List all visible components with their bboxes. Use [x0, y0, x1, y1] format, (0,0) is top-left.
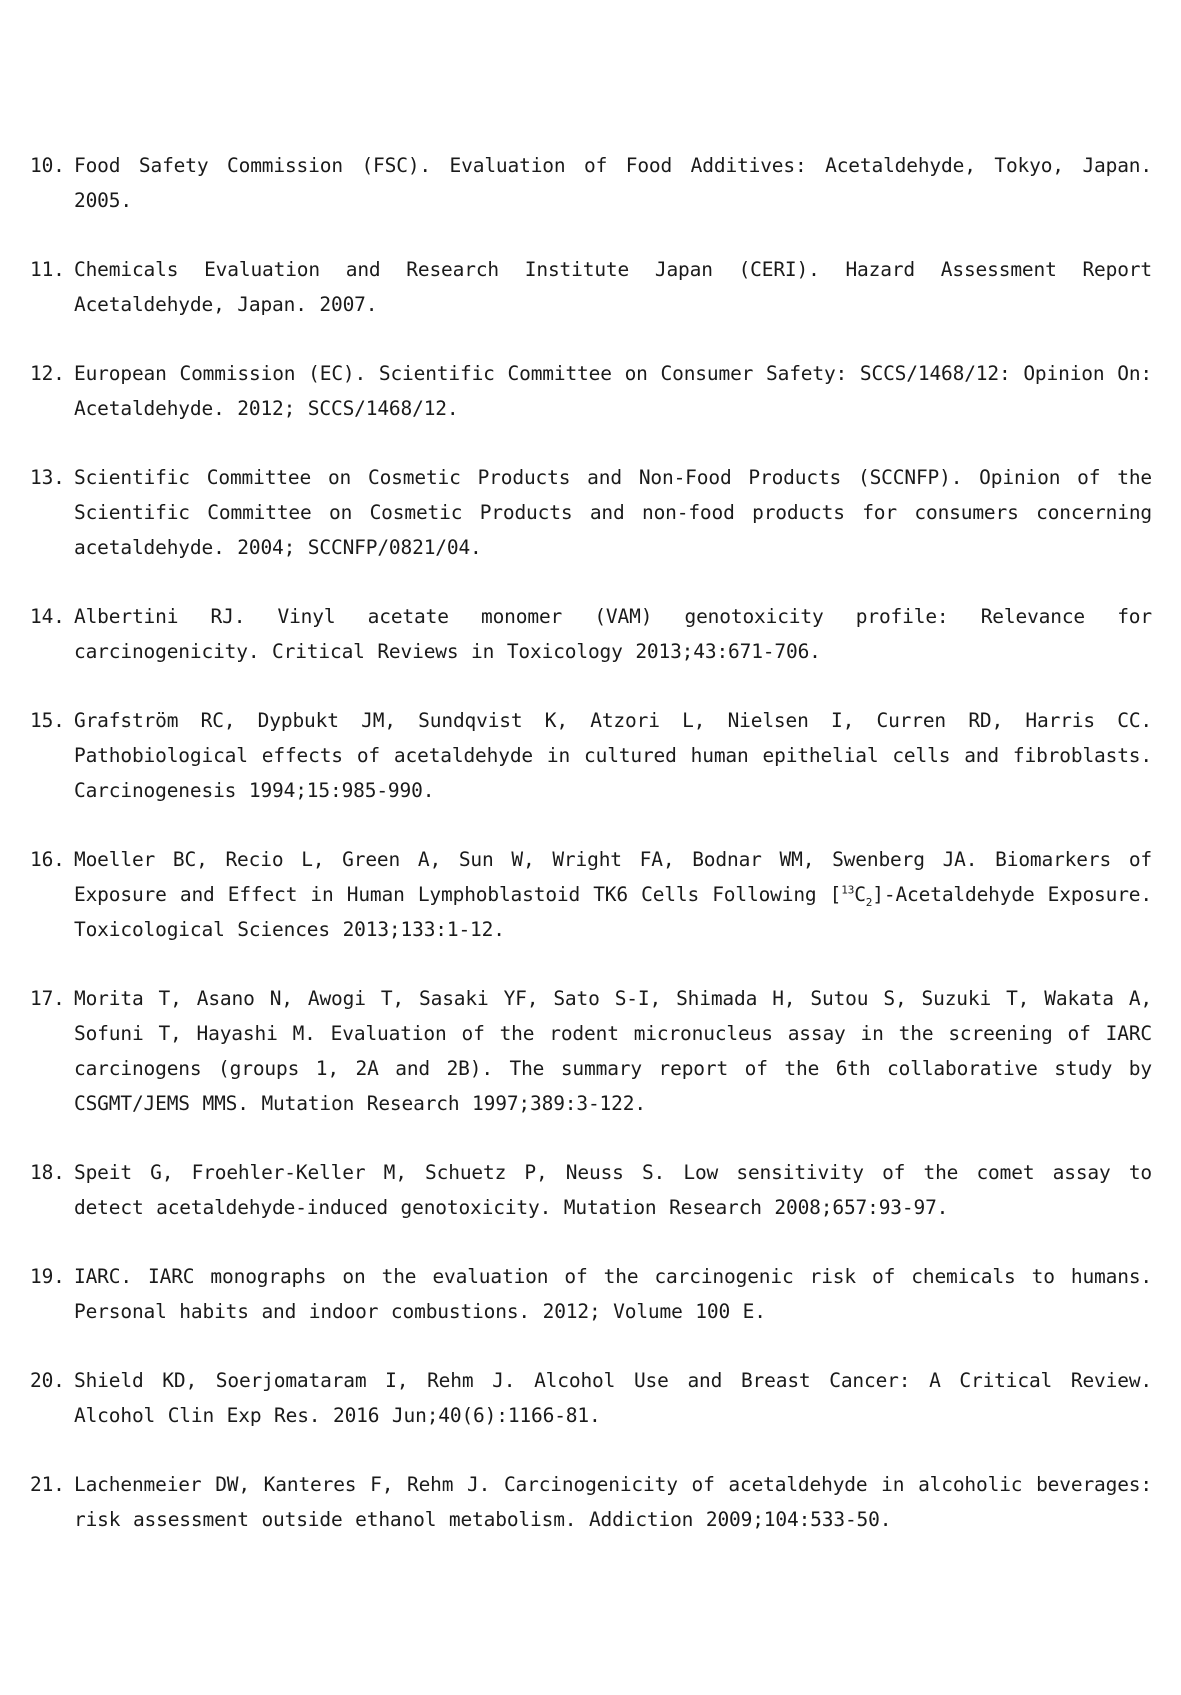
reference-number: 13.: [30, 466, 65, 489]
atom-count-subscript: 2: [865, 895, 873, 909]
reference-text: Chemicals Evaluation and Research Institute Japan (CERI). Hazard Assessment Report Acetaldehyde, Japan. 2007.: [74, 258, 1152, 316]
reference-text: Food Safety Commission (FSC). Evaluation of Food Additives: Acetaldehyde, Tokyo, Japan. 2005.: [74, 154, 1152, 212]
reference-text: Speit G, Froehler-Keller M, Schuetz P, Neuss S. Low sensitivity of the comet assay to detect acetaldehyde-induced genotoxicity. Mutation Research 2008;657:93-97.: [74, 1161, 1152, 1219]
reference-text: Albertini RJ. Vinyl acetate monomer (VAM) genotoxicity profile: Relevance for carcinogenicity. Critical Reviews in Toxicology 2013;43:671-706.: [74, 605, 1152, 663]
reference-item-16: [30, 842, 1152, 947]
reference-number: 11.: [30, 258, 65, 281]
reference-text: Lachenmeier DW, Kanteres F, Rehm J. Carcinogenicity of acetaldehyde in alcoholic beverages: risk assessment outside ethanol metabolism. Addiction 2009;104:533-50.: [74, 1473, 1152, 1531]
reference-text: Grafström RC, Dypbukt JM, Sundqvist K, Atzori L, Nielsen I, Curren RD, Harris CC. Pathobiological effects of acetaldehyde in cultured human epithelial cells and fibroblasts. Carcinogenesis 1994;15:985-990.: [74, 709, 1152, 802]
reference-number: 12.: [30, 362, 65, 385]
isotope-superscript: 13: [841, 883, 855, 897]
reference-item-20: [30, 1363, 1152, 1433]
reference-text-before: Moeller BC, Recio L, Green A, Sun W, Wright FA, Bodnar WM, Swenberg JA. Biomarkers of Exposure and Effect in Human Lymphoblastoid TK6 Cells Following [: [74, 848, 1152, 906]
reference-number: 17.: [30, 987, 65, 1010]
reference-text-after: ]-Acetaldehyde Exposure. Toxicological Sciences 2013;133:1-12.: [74, 883, 1152, 941]
reference-item-18: [30, 1155, 1152, 1225]
reference-item-19: [30, 1259, 1152, 1329]
reference-item-11: [30, 252, 1152, 322]
reference-number: 18.: [30, 1161, 65, 1184]
reference-number: 15.: [30, 709, 65, 732]
reference-number: 20.: [30, 1369, 65, 1392]
reference-item-14: [30, 599, 1152, 669]
reference-text: [74, 842, 1152, 947]
reference-text: Scientific Committee on Cosmetic Products and Non-Food Products (SCCNFP). Opinion of the Scientific Committee on Cosmetic Products and non-food products for consumers concerning acetaldehyde. 2004; SCCNFP/0821/04.: [74, 466, 1152, 559]
reference-item-15: [30, 703, 1152, 808]
reference-list: [30, 148, 1152, 1571]
reference-item-17: [30, 981, 1152, 1121]
reference-number: 16.: [30, 848, 65, 871]
reference-item-21: [30, 1467, 1152, 1537]
reference-number: 10.: [30, 154, 65, 177]
reference-number: 14.: [30, 605, 65, 628]
element-symbol: C: [854, 883, 866, 906]
reference-number: 21.: [30, 1473, 65, 1496]
reference-text: Morita T, Asano N, Awogi T, Sasaki YF, Sato S-I, Shimada H, Sutou S, Suzuki T, Wakata A, Sofuni T, Hayashi M. Evaluation of the rodent micronucleus assay in the screening of IARC carcinogens (groups 1, 2A and 2B). The summary report of the 6th collaborative study by CSGMT/JEMS MMS. Mutation Research 1997;389:3-122.: [74, 987, 1152, 1115]
reference-item-10: [30, 148, 1152, 218]
reference-text: European Commission (EC). Scientific Committee on Consumer Safety: SCCS/1468/12: Opinion On: Acetaldehyde. 2012; SCCS/1468/12.: [74, 362, 1152, 420]
reference-item-13: [30, 460, 1152, 565]
reference-text: IARC. IARC monographs on the evaluation of the carcinogenic risk of chemicals to humans. Personal habits and indoor combustions. 2012; Volume 100 E.: [74, 1265, 1152, 1323]
reference-text: Shield KD, Soerjomataram I, Rehm J. Alcohol Use and Breast Cancer: A Critical Review. Alcohol Clin Exp Res. 2016 Jun;40(6):1166-81.: [74, 1369, 1152, 1427]
reference-item-12: [30, 356, 1152, 426]
reference-number: 19.: [30, 1265, 65, 1288]
